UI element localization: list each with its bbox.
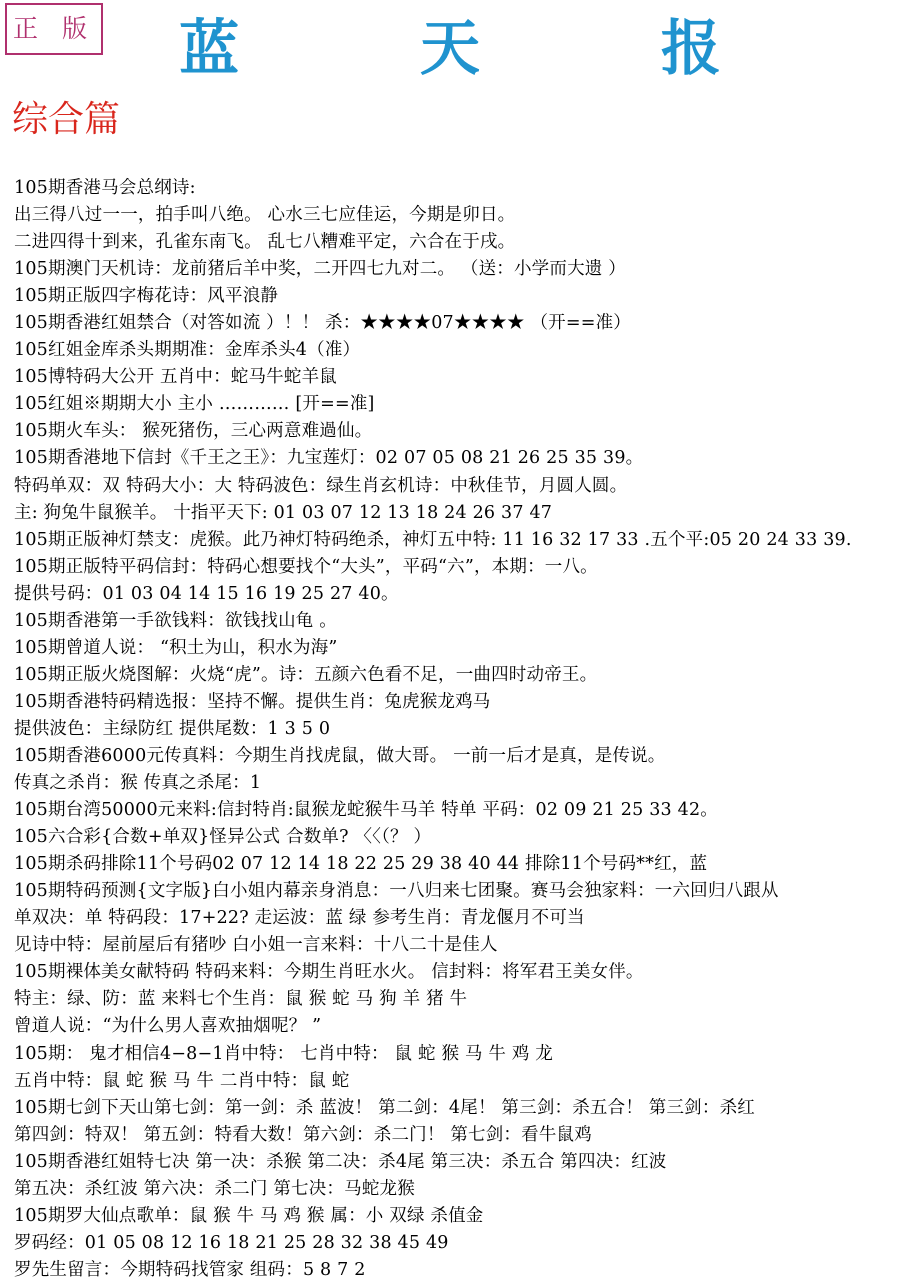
text-line: 五肖中特：鼠 蛇 猴 马 牛 二肖中特：鼠 蛇 — [14, 1070, 350, 1091]
text-line: 105期裸体美女献特码 特码来料：今期生肖旺水火。 信封料：将军君王美女伴。 — [14, 962, 644, 983]
text-line: 提供号码：01 03 04 14 15 16 19 25 27 40。 — [14, 583, 399, 604]
text-line: 105期七剑下天山第七剑：第一剑：杀 蓝波！ 第二剑：4尾！ 第三剑：杀五合！ 第三剑：杀红 — [14, 1097, 755, 1118]
text-line: 传真之杀肖：猴 传真之杀尾：1 — [14, 773, 262, 794]
text-line: 105期特码预测{文字版}白小姐内幕亲身消息：一八归来七团聚。赛马会独家料：一六回归八跟从 — [14, 881, 779, 902]
text-line: 第五决：杀红波 第六决：杀二门 第七决：马蛇龙猴 — [14, 1178, 415, 1199]
text-line: 105期澳门天机诗：龙前猪后羊中奖，二开四七九对二。 （送：小学而大遗 ） — [14, 259, 626, 280]
text-line: 提供波色：主绿防红 提供尾数：1 3 5 0 — [14, 718, 331, 739]
text-line: 105期正版特平码信封：特码心想要找个“大头”，平码“六”，本期：一八。 — [14, 556, 598, 577]
text-line: 105期火车头： 猴死猪伤，三心两意难過仙。 — [14, 421, 373, 442]
text-line: 特主：绿、防：蓝 来料七个生肖：鼠 猴 蛇 马 狗 羊 猪 牛 — [14, 989, 468, 1010]
text-line: 出三得八过一一，拍手叫八绝。 心水三七应佳运，今期是卯日。 — [14, 205, 516, 226]
text-line: 105期罗大仙点歌单：鼠 猴 牛 马 鸡 猴 属：小 双绿 杀值金 — [14, 1205, 484, 1226]
text-line: 105期正版四字梅花诗：风平浪静 — [14, 286, 279, 307]
text-line: 见诗中特：屋前屋后有猪吵 白小姐一言来料：十八二十是佳人 — [14, 935, 498, 956]
text-line: 罗先生留言：今期特码找管家 组码：5 8 7 2 — [14, 1259, 366, 1280]
text-line: 罗码经：01 05 08 12 16 18 21 25 28 32 38 45 49 — [14, 1232, 449, 1253]
section-heading: 综合篇 — [12, 99, 121, 140]
text-line: 105期香港红姐禁合（对答如流 ）！！ 杀：★★★★07★★★★ （开==准） — [14, 313, 631, 334]
text-line: 105期台湾50000元来料:信封特肖:鼠猴龙蛇猴牛马羊 特单 平码：02 09 21 25 33 42。 — [14, 800, 719, 821]
text-line: 主: 狗兔牛鼠猴羊。 十指平天下: 01 03 07 12 13 18 24 26 37 47 — [14, 502, 553, 523]
text-line: 曾道人说：“为什么男人喜欢抽烟呢？ ” — [14, 1016, 322, 1037]
text-line: 105期正版火烧图解：火烧“虎”。诗：五颜六色看不足，一曲四时动帝王。 — [14, 664, 598, 685]
text-line: 105红姐※期期大小 主小 ………… [开==准] — [14, 394, 375, 415]
text-line: 第四剑：特双！ 第五剑：特看大数！第六剑：杀二门！ 第七剑：看牛鼠鸡 — [14, 1124, 592, 1145]
text-line: 105期曾道人说： “积土为山，积水为海” — [14, 637, 338, 658]
text-line: 105六合彩{合数+单双}怪异公式 合数单? 〈〈（？ ） — [14, 827, 432, 848]
text-line: 105红姐金库杀头期期准：金库杀头4（准） — [14, 340, 361, 361]
text-line: 105期： 鬼才相信4−8−1肖中特： 七肖中特： 鼠 蛇 猴 马 牛 鸡 龙 — [14, 1043, 553, 1064]
text-line: 105期香港特码精选报：坚持不懈。提供生肖：兔虎猴龙鸡马 — [14, 691, 491, 712]
text-line: 105期香港马会总纲诗: — [14, 178, 196, 198]
text-line: 105期香港第一手欲钱料：欲钱找山龟 。 — [14, 610, 337, 631]
text-line: 105期香港红姐特七决 第一决：杀猴 第二决：杀4尾 第三决：杀五合 第四决：红波 — [14, 1151, 667, 1172]
edition-badge: 正 版 — [5, 3, 103, 55]
text-line: 单双决：单 特码段：17+22? 走运波：蓝 绿 参考生肖：青龙偃月不可当 — [14, 908, 585, 929]
article-body — [14, 175, 898, 1284]
text-line: 105期香港6000元传真料：今期生肖找虎鼠，做大哥。 一前一后才是真，是传说。 — [14, 745, 666, 766]
text-line: 105期杀码排除11个号码02 07 12 14 18 22 25 29 38 40 44 排除11个号码**红，蓝 — [14, 854, 708, 875]
page-title: 蓝 天 报 — [179, 14, 801, 84]
text-line: 二进四得十到来，孔雀东南飞。 乱七八糟难平定，六合在于戌。 — [14, 232, 516, 253]
text-line: 105期正版神灯禁支：虎猴。此乃神灯特码绝杀，神灯五中特: 11 16 32 17 33 .五个平:05 20 24 33 39. — [14, 529, 852, 550]
text-line: 特码单双：双 特码大小：大 特码波色：绿生肖玄机诗：中秋佳节，月圆人圆。 — [14, 475, 628, 496]
text-line: 105期香港地下信封《千王之王》：九宝莲灯：02 07 05 08 21 26 25 35 39。 — [14, 448, 644, 469]
text-line: 105博特码大公开 五肖中：蛇马牛蛇羊鼠 — [14, 367, 337, 388]
